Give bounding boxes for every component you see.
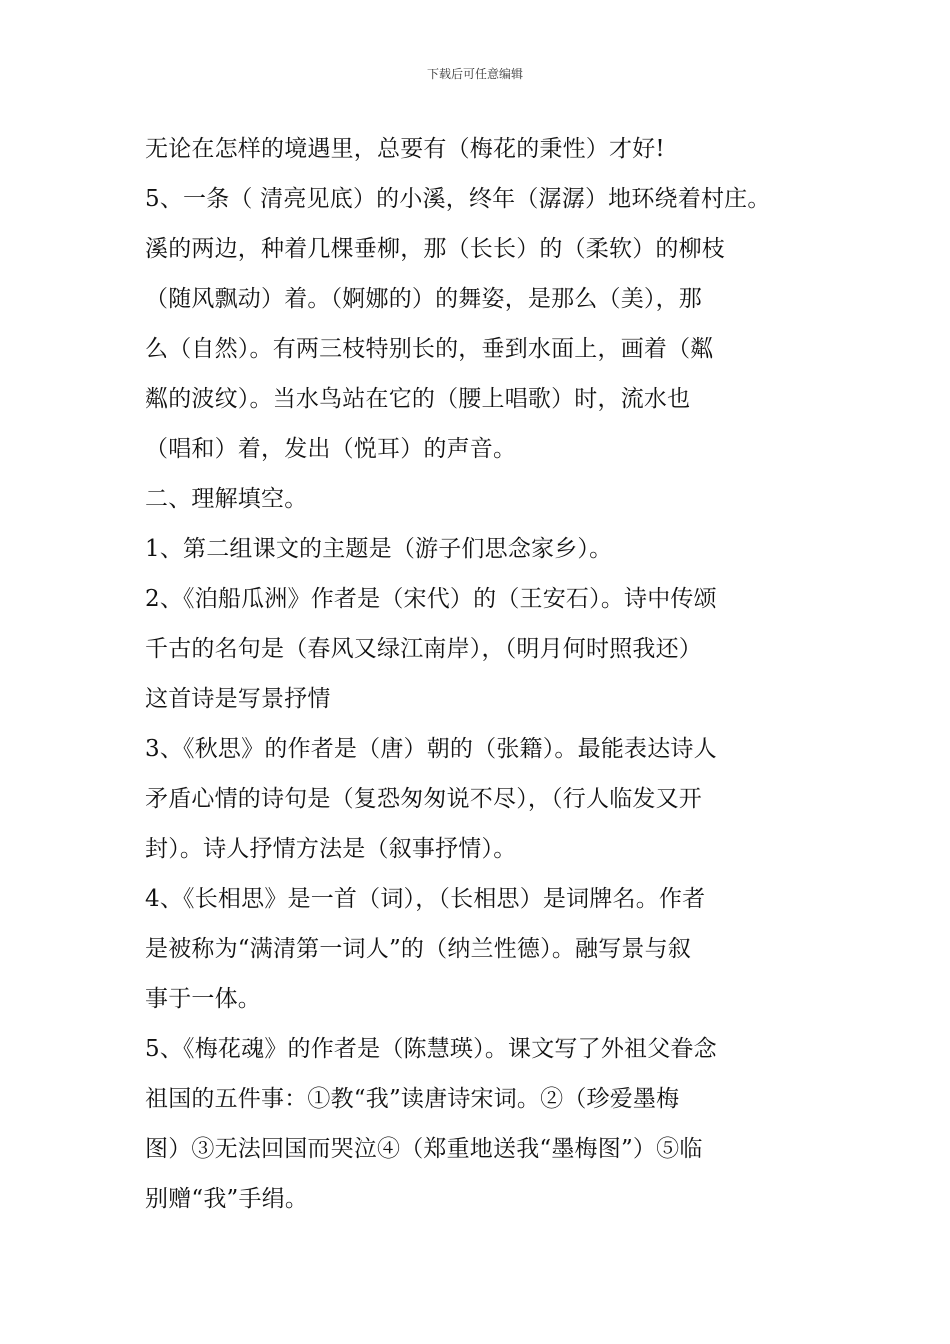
text-line: 无论在怎样的境遇里，总要有（梅花的秉性）才好! xyxy=(145,136,665,162)
text-line: 溪的两边，种着几棵垂柳，那（长长）的（柔软）的柳枝 xyxy=(145,236,725,262)
text-line: 事于一体。 xyxy=(145,986,261,1012)
text-line: 3、《秋思》的作者是（唐）朝的（张籍）。最能表达诗人 xyxy=(145,736,717,762)
text-line: 5、一条（ 清亮见底）的小溪，终年（潺潺）地环绕着村庄。 xyxy=(145,186,771,212)
text-line: 这首诗是写景抒情 xyxy=(145,686,331,712)
text-line: 1、第二组课文的主题是（游子们思念家乡）。 xyxy=(145,536,613,562)
text-line: （随风飘动）着。（婀娜的）的舞姿，是那么（美），那 xyxy=(145,286,702,312)
text-line: 矛盾心情的诗句是（复恐匆匆说不尽），（行人临发又开 xyxy=(145,786,702,812)
page-header: 下载后可任意编辑 xyxy=(426,67,523,81)
text-line: 么（自然）。有两三枝特别长的，垂到水面上，画着（粼 xyxy=(145,336,714,362)
section-heading: 二、理解填空。 xyxy=(145,486,308,512)
text-line: 4、《长相思》是一首（词），（长相思）是词牌名。作者 xyxy=(145,886,706,912)
text-line: 封）。诗人抒情方法是（叙事抒情）。 xyxy=(145,836,517,862)
text-line: 是被称为“满清第一词人”的（纳兰性德）。融写景与叙 xyxy=(145,936,692,962)
document-body xyxy=(145,124,835,1224)
text-line: 5、《梅花魂》的作者是（陈慧瑛）。课文写了外祖父眷念 xyxy=(145,1036,717,1062)
text-line: 祖国的五件事：①教“我”读唐诗宋词。②（珍爱墨梅 xyxy=(145,1086,680,1112)
text-line: （唱和）着，发出（悦耳）的声音。 xyxy=(145,436,517,462)
text-line: 2、《泊船瓜洲》作者是（宋代）的（王安石）。诗中传颂 xyxy=(145,586,717,612)
text-line: 图）③无法回国而哭泣④（郑重地送我“墨梅图”）⑤临 xyxy=(145,1136,703,1162)
text-line: 粼的波纹）。当水鸟站在它的（腰上唱歌）时，流水也 xyxy=(145,386,691,412)
text-line: 千古的名句是（春风又绿江南岸），（明月何时照我还） xyxy=(145,636,702,662)
text-line: 别赠“我”手绢。 xyxy=(145,1186,309,1212)
